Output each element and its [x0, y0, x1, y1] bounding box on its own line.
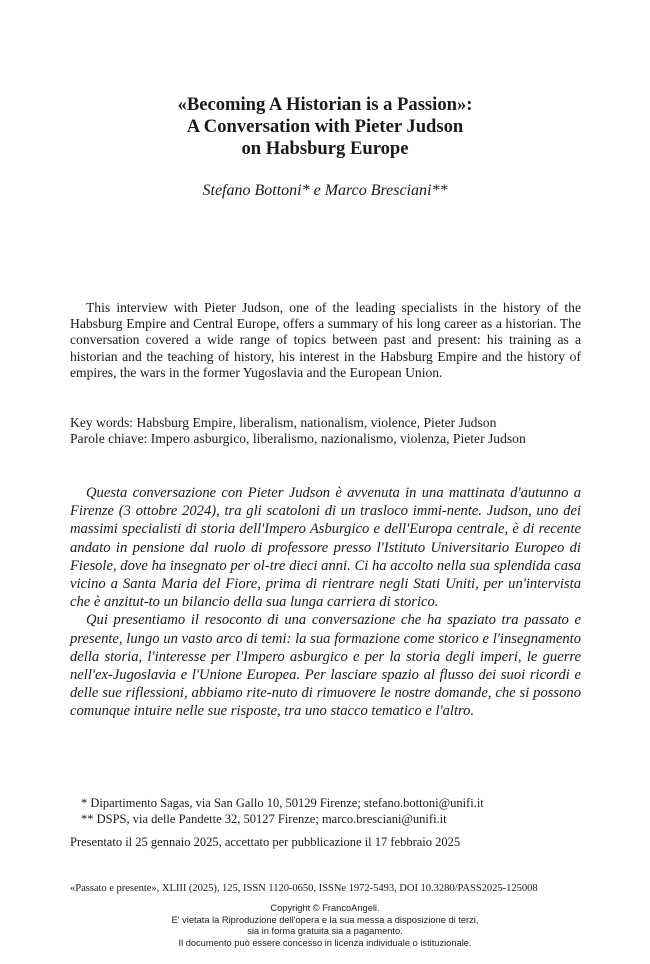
submission-dates: Presentato il 25 gennaio 2025, accettato per pubblicazione il 17 febbraio 2025 — [70, 835, 461, 849]
title-line-1: «Becoming A Historian is a Passion»: — [177, 94, 473, 115]
keywords-italian: Parole chiave: Impero asburgico, liberalismo, nazionalismo, violenza, Pieter Judson — [70, 431, 526, 447]
title-line-2: A Conversation with Pieter Judson — [186, 116, 464, 137]
copyright-line-3: sia in forma gratuita sia a pagamento. — [247, 926, 403, 937]
footnote-1: * Dipartimento Sagas, via San Gallo 10, 50129 Firenze; stefano.bottoni@unifi.it — [81, 796, 484, 810]
author-affiliation-footnotes — [70, 796, 590, 827]
keywords-block — [70, 415, 590, 447]
copyright-line-1: Copyright © FrancoAngeli. — [270, 903, 380, 913]
article-title — [60, 94, 590, 160]
intro-paragraph-2: Qui presentiamo il resoconto di una conversazione che ha spaziato tra passato e presente, lungo un vasto arco di temi: la sua formazione come storico e l'insegnamento della storia, l'interesse per l'Impero asburgico e per la storia degli imperi, le guerre nell'ex-Jugoslavia e l'Unione Europea. Per lasciare spazio al flusso dei suoi ricordi e delle sue riflessioni, abbiamo rite-nuto di rimuovere le nostre domande, che si possono comunque intuire nelle sue risposte, tra uno stacco tematico e l'altro. — [70, 612, 581, 720]
journal-citation: «Passato e presente», XLIII (2025), 125, ISSN 1120-0650, ISSNe 1972-5493, DOI 10.3280/PASS2025-125008 — [70, 883, 538, 894]
intro-paragraph-1: Questa conversazione con Pieter Judson è avvenuta in una mattinata d'autunno a Firenze (3 ottobre 2024), tra gli scatoloni di un trasloco immi-nente. Judson, uno dei massimi specialisti di storia dell'Impero Asburgico e dell'Europa centrale, è di recente andato in pensione dal ruolo di professore presso l'Istituto Universitario Europeo di Fiesole, dove ha insegnato per ol-tre dieci anni. Ci ha accolto nella sua splendida casa vicino a Santa Maria del Fiore, prima di rientrare negli Stati Uniti, per un'intervista che è anzitut-to un bilancio della sua lunga carriera di storico. — [70, 485, 581, 611]
introduction — [70, 484, 581, 721]
copyright-line-2: E' vietata la Riproduzione dell'opera e la sua messa a disposizione di terzi, — [171, 914, 479, 925]
title-line-3: on Habsburg Europe — [241, 138, 409, 159]
copyright-line-4: Il documento può essere concesso in licenza individuale o istituzionale. — [178, 938, 472, 949]
keywords-english: Key words: Habsburg Empire, liberalism, nationalism, violence, Pieter Judson — [70, 415, 497, 430]
abstract: This interview with Pieter Judson, one of the leading specialists in the history of the Habsburg Empire and Central Europe, offers a summary of his long career as a historian. The conversation covered a wide range of topics between past and present: his training as a historian and the teaching of history, his interest in the Habsburg Empire and the history of empires, the wars in the former Yugoslavia and the European Union. — [70, 300, 581, 380]
footnote-2: ** DSPS, via delle Pandette 32, 50127 Firenze; marco.bresciani@unifi.it — [81, 811, 447, 826]
author-line: Stefano Bottoni* e Marco Bresciani** — [202, 182, 448, 199]
copyright-notice — [60, 903, 590, 950]
